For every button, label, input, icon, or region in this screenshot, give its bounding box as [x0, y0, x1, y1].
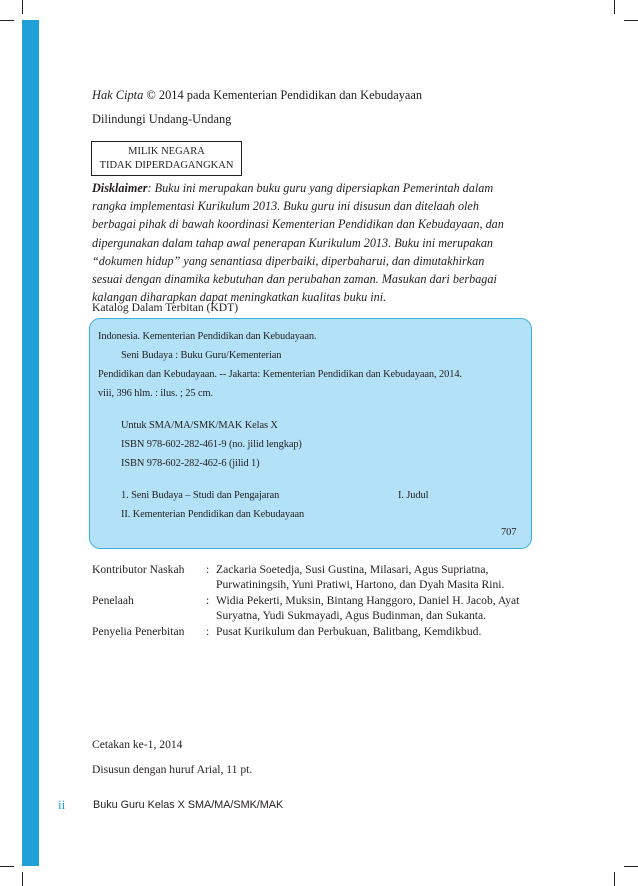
contributor-label: Kontributor Naskah [92, 563, 185, 576]
crop-mark [0, 866, 14, 867]
disclaimer-line: Disklaimer: Buku ini merupakan buku guru yang dipersiapkan Pemerintah dalam [92, 181, 494, 195]
side-accent-bar [22, 20, 39, 866]
kdt-line: Seni Budaya : Buku Guru/Kementerian [121, 350, 282, 361]
kdt-line: Pendidikan dan Kebudayaan. -- Jakarta: Kementerian Pendidikan dan Kebudayaan, 2014. [98, 369, 462, 380]
crop-mark [624, 866, 638, 867]
disclaimer-line: sesuai dengan dinamika kebutuhan dan perubahan zaman. Masukan dari berbagai [92, 272, 497, 287]
disclaimer-line: kalangan diharapkan dapat meningkatkan kualitas buku ini. [92, 290, 387, 305]
contributor-value: Suryatna, Yudi Sukmayadi, Agus Budinman, dan Sukanta. [216, 609, 487, 622]
kdt-line: I. Judul [398, 490, 429, 501]
copyright-line [92, 88, 422, 103]
contributor-value: Pusat Kurikulum dan Perbukuan, Balitbang, Kemdikbud. [216, 625, 482, 638]
crop-mark [614, 0, 615, 14]
contributor-value: Purwatiningsih, Yuni Pratiwi, Hartono, dan Dyah Masita Rini. [216, 578, 505, 591]
disclaimer-line: rangka implementasi Kurikulum 2013. Buku guru ini disusun dan ditelaah oleh [92, 199, 479, 214]
disclaimer-line: dipergunakan dalam tahap awal penerapan Kurikulum 2013. Buku ini merupakan [92, 235, 494, 250]
contributor-colon: : [206, 594, 210, 607]
kdt-line: viii, 396 hlm. : ilus. ; 25 cm. [98, 388, 213, 399]
disclaimer-label: Disklaimer [92, 181, 148, 195]
disclaimer-line: “dokumen hidup” yang senantiasa diperbaiki, diperbaharui, dan dimutakhirkan [92, 253, 485, 268]
kdt-line: ISBN 978-602-282-462-6 (jilid 1) [121, 458, 260, 469]
crop-mark [624, 20, 638, 21]
copyright-rest: © 2014 pada Kementerian Pendidikan dan Kebudayaan [143, 88, 423, 102]
contributor-value: Widia Pekerti, Muksin, Bintang Hanggoro, Daniel H. Jacob, Ayat [216, 594, 520, 607]
copyright-prefix: Hak Cipta [92, 88, 144, 102]
kdt-title: Katalog Dalam Terbitan (KDT) [92, 301, 239, 314]
crop-mark [614, 872, 615, 886]
protected-notice: Dilindungi Undang-Undang [92, 112, 232, 126]
stamp-line-1: MILIK NEGARA [128, 146, 205, 157]
typeface-info: Disusun dengan huruf Arial, 11 pt. [92, 763, 253, 776]
crop-mark [22, 872, 23, 886]
disclaimer-paragraph [92, 179, 531, 306]
contributor-label: Penelaah [92, 594, 134, 607]
page-number: ii [58, 797, 66, 812]
disclaimer-line: berbagai pihak di bawah koordinasi Kementerian Pendidikan dan Kebudayaan, dan [92, 217, 504, 232]
contributor-value: Zackaria Soetedja, Susi Gustina, Milasari, Agus Supriatna, [216, 563, 489, 576]
edition-info: Cetakan ke-1, 2014 [92, 738, 183, 751]
contributor-colon: : [206, 563, 210, 576]
state-property-stamp [91, 141, 242, 176]
kdt-line: Indonesia. Kementerian Pendidikan dan Kebudayaan. [98, 331, 317, 342]
crop-mark [22, 0, 23, 14]
crop-mark [0, 20, 14, 21]
kdt-classification-number: 707 [501, 527, 517, 538]
contributor-label: Penyelia Penerbitan [92, 625, 185, 638]
kdt-catalog-box [89, 318, 532, 549]
stamp-line-2: TIDAK DIPERDAGANGKAN [99, 160, 234, 171]
kdt-line: Untuk SMA/MA/SMK/MAK Kelas X [121, 420, 278, 431]
footer-book-title: Buku Guru Kelas X SMA/MA/SMK/MAK [93, 799, 284, 811]
kdt-line: II. Kementerian Pendidikan dan Kebudayaan [121, 509, 305, 520]
kdt-line: 1. Seni Budaya – Studi dan Pengajaran [121, 490, 280, 501]
contributor-colon: : [206, 625, 210, 638]
kdt-line: ISBN 978-602-282-461-9 (no. jilid lengkap) [121, 439, 302, 450]
